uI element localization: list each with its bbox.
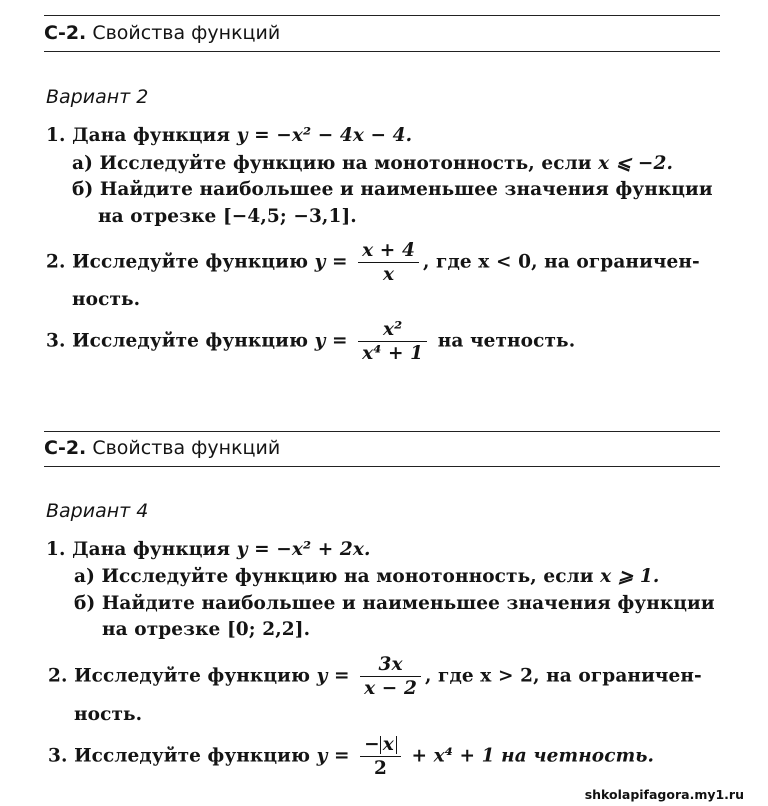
s2-task2-num: 2. <box>48 665 68 687</box>
s1-task1-func: y = −x² − 4x − 4. <box>236 125 413 146</box>
s2-task1b-line2: на отрезке [0; 2,2]. <box>102 619 311 640</box>
s1-task3-intro: Исследуйте функцию <box>72 330 309 352</box>
s2-task3-num: 3. <box>48 745 68 767</box>
section2-title: Свойства функций <box>92 437 281 459</box>
s2-task2-intro: Исследуйте функцию <box>74 665 311 687</box>
s1-task1-line <box>46 125 412 146</box>
s1-task1b-line1: б) Найдите наибольшее и наименьшее значения функции <box>72 179 713 200</box>
s2-task3-abs: x <box>380 736 397 754</box>
s2-task3-denominator: 2 <box>374 758 387 779</box>
s1-task1a-line <box>72 153 673 174</box>
s2-task2-denominator: x − 2 <box>364 678 417 699</box>
section1-top-rule <box>44 15 720 16</box>
section1-header <box>44 22 280 44</box>
s1-task3-numerator: x² <box>358 319 427 342</box>
section1-bottom-rule <box>44 51 720 52</box>
s1-task2-numerator: x + 4 <box>358 240 419 263</box>
s1-task1-num: 1. <box>46 125 66 146</box>
s1-task2-line2: ность. <box>72 289 141 310</box>
s2-task3-fraction <box>360 734 401 779</box>
s1-task3-line <box>46 319 575 364</box>
s1-task3-lhs: y = <box>314 330 348 352</box>
s2-task1a-text: а) Исследуйте функцию на монотонность, если <box>74 566 594 587</box>
s1-task2-fraction <box>358 240 419 285</box>
s2-task2-numerator: 3x <box>360 654 421 677</box>
s1-task3-num: 3. <box>46 330 66 352</box>
s1-task1b-line2: на отрезке [−4,5; −3,1]. <box>98 206 357 227</box>
s2-task2-fraction <box>360 654 421 699</box>
s2-task3-lhs: y = <box>316 745 350 767</box>
s1-task2-line <box>46 240 700 285</box>
s1-task2-after: , где x < 0, на ограничен- <box>422 251 700 273</box>
s2-task1-intro: Дана функция <box>72 539 231 560</box>
section1-code: С-2. <box>44 22 87 44</box>
section2-code: С-2. <box>44 437 87 459</box>
s1-task3-after: на четность. <box>437 330 576 352</box>
s2-task1-num: 1. <box>46 539 66 560</box>
s1-task3-denominator: x⁴ + 1 <box>362 343 424 364</box>
s2-task3-minus: − <box>364 734 380 755</box>
s1-task1a-text: а) Исследуйте функцию на монотонность, если <box>72 153 592 174</box>
s1-task1a-cond: x ⩽ −2. <box>598 153 674 174</box>
section2-top-rule <box>44 431 720 432</box>
s1-task2-intro: Исследуйте функцию <box>72 251 309 273</box>
s2-task3-after: + x⁴ + 1 на четность. <box>411 745 655 767</box>
s1-task2-denominator: x <box>382 264 395 285</box>
watermark-text: shkolapifagora.my1.ru <box>584 787 744 802</box>
s2-task1a-line <box>74 566 659 587</box>
s2-task3-line <box>48 734 654 779</box>
s1-task2-lhs: y = <box>314 251 348 273</box>
s1-task3-fraction <box>358 319 427 364</box>
section1-title: Свойства функций <box>92 22 281 44</box>
s2-task1a-cond: x ⩾ 1. <box>600 566 660 587</box>
s1-task1-intro: Дана функция <box>72 125 231 146</box>
s2-task1-line <box>46 539 371 560</box>
section1-variant: Вариант 2 <box>46 86 149 108</box>
s2-task2-after: , где x > 2, на ограничен- <box>424 665 702 687</box>
section2-bottom-rule <box>44 466 720 467</box>
s2-task2-line2: ность. <box>74 704 143 725</box>
section2-header <box>44 437 280 459</box>
s2-task1b-line1: б) Найдите наибольшее и наименьшее значения функции <box>74 593 715 614</box>
s2-task3-intro: Исследуйте функцию <box>74 745 311 767</box>
s1-task2-num: 2. <box>46 251 66 273</box>
s2-task2-line <box>48 654 702 699</box>
s2-task2-lhs: y = <box>316 665 350 687</box>
s2-task3-numerator <box>360 734 401 757</box>
s2-task1-func: y = −x² + 2x. <box>236 539 371 560</box>
section2-variant: Вариант 4 <box>46 500 149 522</box>
